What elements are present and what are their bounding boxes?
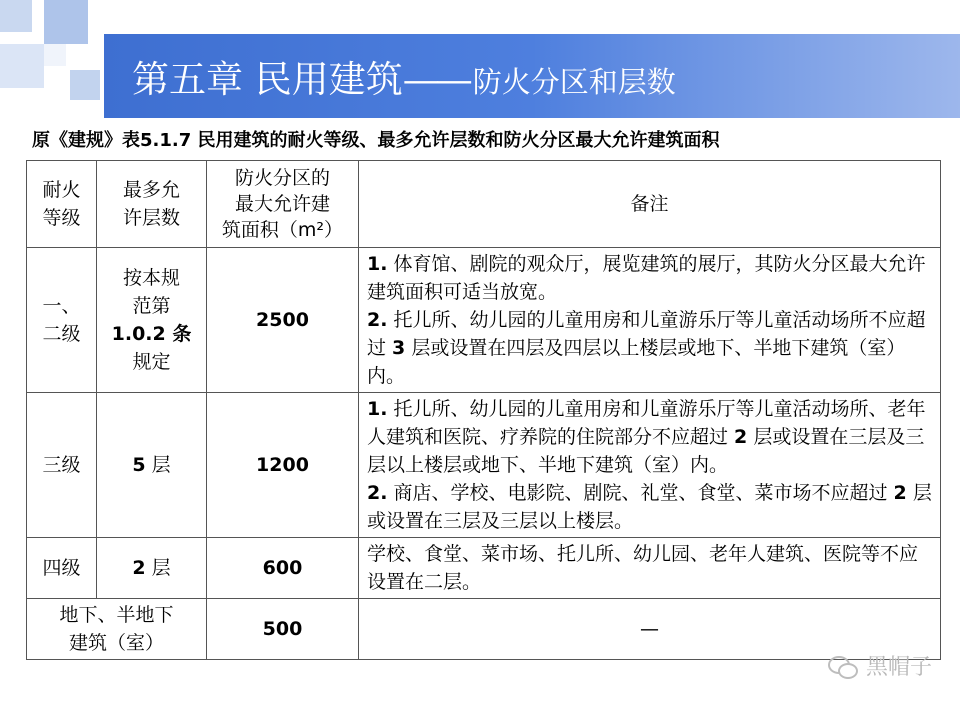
decor-square xyxy=(44,0,88,44)
cell-area: 500 xyxy=(207,599,359,660)
cell-notes: 1. 体育馆、剧院的观众厅，展览建筑的展厅，其防火分区最大允许建筑面积可适当放宽。 2. 托儿所、幼儿园的儿童用房和儿童游乐厅等儿童活动场所不应超过 3 层或设置在四层及四层以上楼层或地下、半地下建筑（室）内。 xyxy=(359,248,941,393)
cell-area: 2500 xyxy=(207,248,359,393)
cell-grade: 地下、半地下 建筑（室） xyxy=(27,599,207,660)
cell-grade: 三级 xyxy=(27,393,97,538)
decor-square xyxy=(70,70,100,100)
table-row xyxy=(27,599,941,660)
table-row xyxy=(27,538,941,599)
cell-area: 1200 xyxy=(207,393,359,538)
cell-area: 600 xyxy=(207,538,359,599)
slide-title xyxy=(132,49,676,103)
header-max-area: 防火分区的 最大允许建 筑面积（m²） xyxy=(207,161,359,248)
title-sub: 防火分区和层数 xyxy=(472,65,676,99)
table-row xyxy=(27,393,941,538)
decor-square xyxy=(44,44,66,66)
decor-square xyxy=(0,0,32,32)
cell-floors: 2 层 xyxy=(97,538,207,599)
title-banner xyxy=(104,34,960,118)
table-header-row xyxy=(27,161,941,248)
decor-square xyxy=(0,44,44,88)
watermark xyxy=(828,650,932,681)
cell-notes: 学校、食堂、菜市场、托儿所、幼儿园、老年人建筑、医院等不应设置在二层。 xyxy=(359,538,941,599)
title-dash: —— xyxy=(402,58,469,101)
title-main: 第五章 民用建筑 xyxy=(132,58,403,101)
watermark-text: 黑帽子 xyxy=(865,655,932,680)
cell-notes: 1. 托儿所、幼儿园的儿童用房和儿童游乐厅等儿童活动场所、老年人建筑和医院、疗养院的住院部分不应超过 2 层或设置在三层及三层以上楼层或地下、半地下建筑（室）内。 2. 商店、学校、电影院、剧院、礼堂、食堂、菜市场不应超过 2 层或设置在三层及三层以上楼层。 xyxy=(359,393,941,538)
cell-floors: 按本规 范第 1.0.2 条 规定 xyxy=(97,248,207,393)
header-notes: 备注 xyxy=(359,161,941,248)
wechat-icon xyxy=(828,654,858,678)
cell-grade: 四级 xyxy=(27,538,97,599)
cell-floors: 5 层 xyxy=(97,393,207,538)
cell-notes: — xyxy=(359,599,941,660)
spec-table xyxy=(26,160,941,660)
cell-grade: 一、 二级 xyxy=(27,248,97,393)
table-row xyxy=(27,248,941,393)
header-fire-grade: 耐火 等级 xyxy=(27,161,97,248)
table-caption: 原《建规》表5.1.7 民用建筑的耐火等级、最多允许层数和防火分区最大允许建筑面积 xyxy=(32,130,720,151)
header-max-floors: 最多允 许层数 xyxy=(97,161,207,248)
